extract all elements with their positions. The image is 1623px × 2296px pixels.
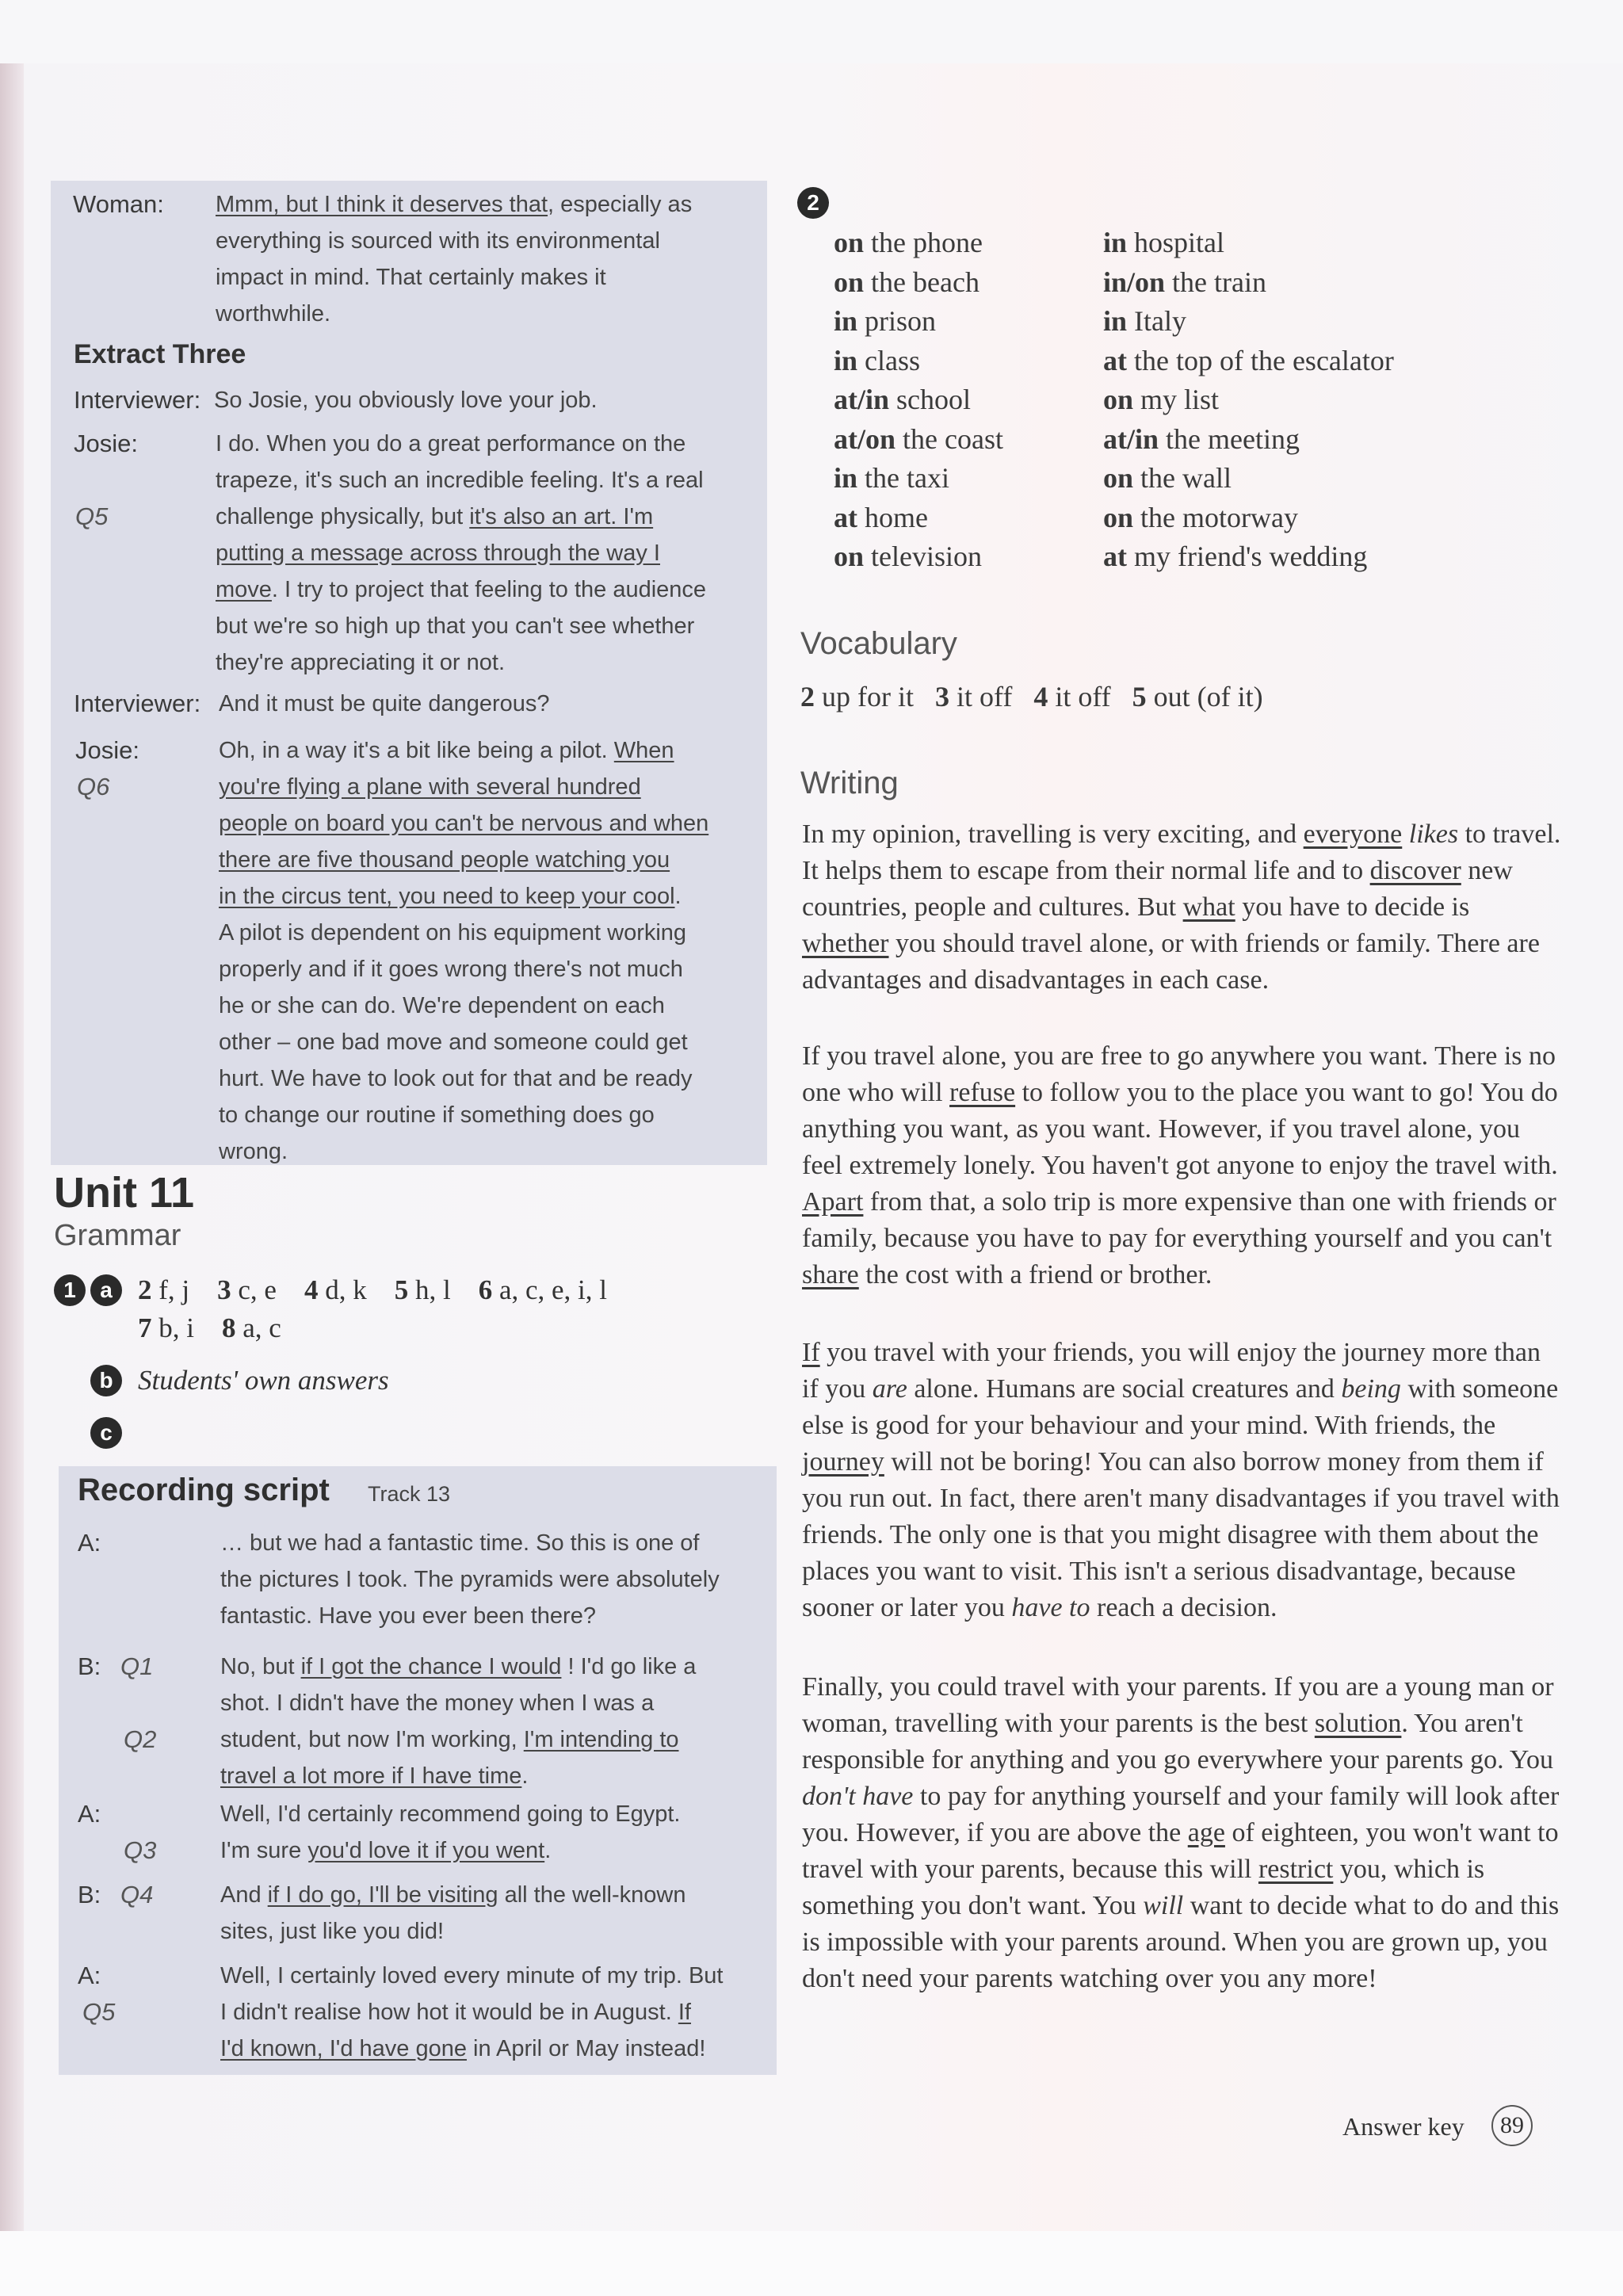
writing-heading: Writing xyxy=(800,766,899,800)
speaker-interviewer-2: Interviewer: xyxy=(74,690,201,717)
speech-line xyxy=(219,1024,688,1060)
answer-text: a, c xyxy=(235,1312,281,1343)
speech-line xyxy=(216,186,692,223)
phrase-text: the meeting xyxy=(1159,422,1300,455)
phrase-text: the coast xyxy=(896,422,1003,455)
italic-word: being xyxy=(1341,1374,1401,1404)
recording-question-label: Q1 xyxy=(120,1652,154,1680)
answer-text: c, e xyxy=(231,1274,304,1305)
underlined-word: whether xyxy=(802,929,889,958)
text-run: . You aren't responsible for anything and you go everywhere your parents go. You xyxy=(802,1709,1554,1775)
text-run: Oh, in a way it's a bit like being a pilot. xyxy=(219,738,614,763)
exercise-1a-answers-row-2 xyxy=(138,1312,281,1344)
phrase-text: my friend's wedding xyxy=(1127,541,1368,572)
text-run: will not be boring! You can also borrow money from them if you run out. In fact, there aren't many disadvantages if you travel with friends. The only one is that you might disagree with them about the places you want to visit. This isn't a serious disadvantage, because sooner or later you xyxy=(802,1447,1560,1622)
speech-line xyxy=(219,1133,288,1170)
preposition: in xyxy=(834,462,858,494)
preposition-phrase xyxy=(834,223,983,262)
recording-line xyxy=(220,1685,654,1721)
preposition: at xyxy=(1103,541,1127,572)
text-run: the pictures I took. The pyramids were absolutely xyxy=(220,1567,720,1592)
answer-text: d, k xyxy=(318,1274,395,1305)
interviewer-2-text: And it must be quite dangerous? xyxy=(219,691,550,716)
answer-item xyxy=(304,1274,395,1305)
essay-paragraph xyxy=(802,1669,1563,1997)
preposition-phrase xyxy=(1103,263,1266,302)
underlined-run: Mmm, but I think it deserves that xyxy=(216,192,548,217)
phrase-text: the motorway xyxy=(1133,501,1298,533)
speech-line xyxy=(219,732,674,769)
preposition-phrase xyxy=(1103,420,1300,459)
answer-number: 3 xyxy=(934,681,949,712)
text-run: shot. I didn't have the money when I was a xyxy=(220,1690,655,1716)
answer-item xyxy=(217,1274,304,1305)
speech-line xyxy=(219,951,683,988)
text-run: to follow you to the place you want to go! You do anything you want, as you want. However, if you travel alone, you feel extremely lonely. You haven't got anyone to enjoy the travel with. xyxy=(802,1078,1558,1180)
text-run: he or she can do. We're dependent on each xyxy=(219,993,665,1018)
recording-line xyxy=(220,1913,444,1950)
text-run: Well, I'd certainly recommend going to Egypt. xyxy=(220,1801,681,1827)
preposition: on xyxy=(834,541,865,572)
underlined-word: refuse xyxy=(949,1078,1016,1107)
answer-item xyxy=(222,1312,281,1343)
preposition: in xyxy=(1103,227,1128,258)
underlined-run: I'd known, I'd have gone xyxy=(220,2036,467,2061)
preposition-phrase xyxy=(834,302,936,341)
text-run: from that, a solo trip is more expensive than one with friends or family, because you have to pay for everything yourself and you can't xyxy=(802,1187,1556,1253)
underlined-word: share xyxy=(802,1260,859,1289)
phrase-text: home xyxy=(857,501,928,533)
recording-line xyxy=(220,1598,596,1634)
recording-question-label: Q3 xyxy=(124,1836,157,1864)
essay-paragraph xyxy=(802,816,1563,999)
phrase-text: the taxi xyxy=(857,462,949,494)
speech-line xyxy=(216,426,685,462)
speech-line xyxy=(219,842,670,878)
underlined-run: you're flying a plane with several hundred xyxy=(219,774,641,800)
speech-line xyxy=(219,1097,655,1133)
speech-line xyxy=(219,988,665,1024)
speech-line xyxy=(219,805,708,842)
text-run: all the well-known xyxy=(498,1882,686,1908)
text-run: … but we had a fantastic time. So this is one of xyxy=(220,1530,700,1556)
answer-item xyxy=(138,1312,222,1343)
underlined-word: age xyxy=(1187,1818,1225,1847)
text-run: to change our routine if something does go xyxy=(219,1102,655,1128)
recording-line xyxy=(220,1525,699,1561)
underlined-run: If xyxy=(678,2000,691,2025)
answer-number: 4 xyxy=(304,1274,319,1305)
preposition: at/in xyxy=(834,384,890,415)
text-run: impact in mind. That certainly makes it xyxy=(216,265,606,290)
speech-line xyxy=(216,608,694,644)
text-run: trapeze, it's such an incredible feeling. It's a real xyxy=(216,468,704,493)
text-run: but we're so high up that you can't see whether xyxy=(216,613,695,639)
answer-item xyxy=(479,1274,607,1305)
text-run: . I try to project that feeling to the audience xyxy=(271,577,707,602)
underlined-run: if I do go, I'll be visiting xyxy=(267,1882,498,1908)
recording-speaker: A: xyxy=(78,1962,101,1989)
preposition: on xyxy=(1103,462,1134,494)
text-run: you travel with your friends, you will enjoy the journey more than if you xyxy=(802,1338,1541,1404)
underlined-run: you'd love it if you went xyxy=(307,1838,545,1863)
underlined-word: everyone xyxy=(1303,819,1403,849)
answer-text: it off xyxy=(1048,681,1132,712)
speech-line xyxy=(216,535,660,571)
answer-number: 8 xyxy=(221,1312,236,1343)
preposition: at/in xyxy=(1103,422,1159,455)
phrase-text: class xyxy=(857,344,921,376)
text-run: they're appreciating it or not. xyxy=(216,650,506,675)
italic-word: will xyxy=(1143,1891,1184,1920)
speech-line xyxy=(216,223,660,259)
answer-number: 2 xyxy=(800,681,815,712)
text-run: want to decide what to do and this is impossible with your parents around. When you are grown up, you don't need your parents watching over you any more! xyxy=(802,1891,1560,1993)
recording-speaker: A: xyxy=(78,1800,101,1828)
text-run: wrong. xyxy=(219,1139,288,1164)
preposition-phrase xyxy=(1103,302,1186,341)
text-run: you should travel alone, or with friends or family. There are advantages and disadvantages in each case. xyxy=(802,929,1540,995)
speaker-josie-1: Josie: xyxy=(74,430,138,457)
underlined-run: there are five thousand people watching you xyxy=(219,847,670,873)
speaker-josie-2: Josie: xyxy=(75,736,139,764)
speech-line xyxy=(216,499,653,535)
underlined-word: what xyxy=(1182,892,1235,922)
underlined-run: travel a lot more if I have time xyxy=(220,1763,522,1789)
text-run: I'm sure xyxy=(220,1838,308,1863)
essay-paragraph xyxy=(802,1038,1563,1293)
underlined-word: discover xyxy=(1369,856,1461,885)
text-run: If you travel alone, you are free to go anywhere you want. There is no one who will xyxy=(802,1041,1556,1107)
speech-line xyxy=(219,878,682,915)
text-run: reach a decision. xyxy=(1090,1593,1277,1622)
preposition: on xyxy=(1103,384,1134,415)
text-run: of eighteen, you won't want to travel with your parents, because this will xyxy=(802,1818,1559,1884)
answer-item xyxy=(138,1274,217,1305)
preposition-phrase xyxy=(834,380,971,419)
phrase-text: the phone xyxy=(864,227,983,258)
vocabulary-answers xyxy=(800,680,1263,713)
answer-item xyxy=(395,1274,479,1305)
underlined-run: move xyxy=(216,577,272,602)
answer-text: h, l xyxy=(408,1274,479,1305)
answer-text: out (of it) xyxy=(1146,681,1263,712)
preposition: on xyxy=(834,266,865,298)
exercise-1b-letter: b xyxy=(90,1365,122,1396)
bottom-strip xyxy=(0,2231,1623,2296)
answer-number: 3 xyxy=(217,1274,231,1305)
text-run: In my opinion, travelling is very exciting, and xyxy=(802,819,1304,849)
phrase-text: the beach xyxy=(864,266,980,298)
underlined-run: if I got the chance I would xyxy=(300,1654,562,1679)
phrase-text: hospital xyxy=(1127,227,1225,258)
recording-line xyxy=(220,1758,528,1794)
speech-line xyxy=(216,571,706,608)
text-run: the cost with a friend or brother. xyxy=(858,1260,1212,1289)
text-run: with someone else is good for your behaviour and your mind. With friends, the xyxy=(802,1374,1559,1440)
underlined-word: solution xyxy=(1314,1709,1402,1738)
exercise-1-number: 1 xyxy=(54,1274,86,1306)
italic-word: likes xyxy=(1402,819,1459,849)
text-run: ! I'd go like a xyxy=(561,1654,697,1679)
phrase-text: school xyxy=(889,384,972,415)
exercise-1a-answers xyxy=(138,1274,607,1306)
text-run: A pilot is dependent on his equipment working xyxy=(219,920,687,946)
question-label-q6: Q6 xyxy=(77,773,110,800)
text-run: . xyxy=(674,884,682,909)
answer-number: 7 xyxy=(138,1312,152,1343)
underlined-run: When xyxy=(613,738,674,763)
preposition-phrase xyxy=(834,263,980,302)
preposition-phrase xyxy=(834,342,920,380)
text-run: hurt. We have to look out for that and be ready xyxy=(219,1066,693,1091)
question-label-q5: Q5 xyxy=(75,502,109,530)
answer-text: it off xyxy=(949,681,1034,712)
text-run: you, which is something you don't want. You xyxy=(802,1855,1485,1920)
phrase-text: the top of the escalator xyxy=(1127,344,1394,376)
preposition-phrase xyxy=(834,420,1003,459)
answer-number: 5 xyxy=(394,1274,409,1305)
answer-number: 5 xyxy=(1132,681,1147,712)
text-run: I didn't realise how hot it would be in August. xyxy=(220,2000,678,2025)
text-run: Finally, you could travel with your parents. If you are a young man or woman, travelling with your parents is the best xyxy=(802,1672,1554,1738)
preposition-phrase xyxy=(1103,537,1367,576)
speech-line xyxy=(219,915,686,951)
preposition: at xyxy=(1103,344,1127,376)
recording-script-heading: Recording script xyxy=(78,1473,330,1507)
preposition-phrase xyxy=(834,459,949,498)
speech-line xyxy=(216,462,704,499)
vocabulary-heading: Vocabulary xyxy=(800,626,957,661)
recording-speaker: B: xyxy=(78,1652,101,1680)
exercise-2-number: 2 xyxy=(797,187,829,219)
underlined-word: restrict xyxy=(1258,1855,1334,1884)
underlined-word: journey xyxy=(802,1447,884,1477)
underlined-run: in the circus tent, you need to keep your cool xyxy=(219,884,675,909)
phrase-text: prison xyxy=(857,305,937,337)
text-run: I do. When you do a great performance on the xyxy=(216,431,686,457)
text-run: alone. Humans are social creatures and xyxy=(907,1374,1342,1404)
answer-number: 2 xyxy=(138,1274,152,1305)
text-run: challenge physically, but xyxy=(216,504,470,529)
recording-line xyxy=(220,1561,720,1598)
answer-text: b, i xyxy=(151,1312,222,1343)
text-run: other – one bad move and someone could get xyxy=(219,1030,688,1055)
preposition: at/on xyxy=(834,422,896,455)
underlined-word: If xyxy=(802,1338,820,1367)
text-run: Well, I certainly loved every minute of my trip. But xyxy=(220,1963,724,1988)
preposition-phrase xyxy=(834,537,982,576)
text-run: No, but xyxy=(220,1654,301,1679)
preposition: on xyxy=(1103,501,1134,533)
underlined-run: I'm intending to xyxy=(523,1727,679,1752)
text-run: in April or May instead! xyxy=(466,2036,706,2061)
recording-line xyxy=(220,1796,680,1832)
recording-line xyxy=(220,1958,723,1994)
recording-question-label: Q5 xyxy=(82,1998,116,2026)
text-run: new countries, people and cultures. But xyxy=(802,856,1513,922)
phrase-text: television xyxy=(864,541,983,572)
recording-question-label: Q4 xyxy=(120,1881,154,1908)
text-run: student, but now I'm working, xyxy=(220,1727,524,1752)
recording-question-label: Q2 xyxy=(124,1725,157,1753)
extract-three-heading: Extract Three xyxy=(74,339,246,369)
preposition: at xyxy=(834,501,857,533)
italic-word: are xyxy=(872,1374,907,1404)
recording-line xyxy=(220,2030,705,2067)
underlined-run: people on board you can't be nervous and when xyxy=(219,811,709,836)
phrase-text: the train xyxy=(1165,266,1266,298)
recording-speaker: B: xyxy=(78,1881,101,1908)
recording-line xyxy=(220,1877,685,1913)
speaker-woman: Woman: xyxy=(73,190,164,218)
speech-line xyxy=(216,644,505,681)
page-number: 89 xyxy=(1491,2105,1533,2146)
page-edge xyxy=(0,63,24,2231)
text-run: . xyxy=(521,1763,529,1789)
answer-text: up for it xyxy=(815,681,935,712)
underlined-run: putting a message across through the way I xyxy=(216,541,660,566)
text-run: to pay for anything yourself and your family will look after you. However, if you are above the xyxy=(802,1782,1560,1847)
exercise-1a-letter: a xyxy=(90,1274,122,1306)
underlined-run: it's also an art. I'm xyxy=(469,504,654,529)
preposition: in xyxy=(834,344,858,376)
answer-number: 4 xyxy=(1033,681,1048,712)
preposition-phrase xyxy=(1103,223,1224,262)
exercise-1c-letter: c xyxy=(90,1417,122,1449)
speaker-interviewer-1: Interviewer: xyxy=(74,386,201,414)
preposition-phrase xyxy=(1103,499,1298,537)
essay-paragraph xyxy=(802,1335,1563,1626)
track-label: Track 13 xyxy=(368,1482,451,1506)
text-run: properly and if it goes wrong there's not much xyxy=(219,957,683,982)
interviewer-1-text: So Josie, you obviously love your job. xyxy=(214,388,598,413)
preposition-phrase xyxy=(1103,459,1232,498)
phrase-text: my list xyxy=(1133,384,1220,415)
text-run: everything is sourced with its environmental xyxy=(216,228,660,254)
text-run: fantastic. Have you ever been there? xyxy=(220,1603,596,1629)
speech-line xyxy=(216,296,330,332)
recording-line xyxy=(220,1994,691,2030)
text-run: . xyxy=(544,1838,552,1863)
unit-subtitle: Grammar xyxy=(54,1219,181,1252)
answer-key-label: Answer key xyxy=(1342,2112,1465,2141)
text-run: to travel. It helps them to escape from their normal life and to xyxy=(802,819,1561,885)
answer-text: a, c, e, i, l xyxy=(492,1274,608,1305)
preposition-phrase xyxy=(1103,380,1219,419)
italic-word: don't have xyxy=(802,1782,914,1811)
text-run: , especially as xyxy=(548,192,693,217)
preposition: in xyxy=(834,305,858,337)
preposition: on xyxy=(834,227,865,258)
recording-speaker: A: xyxy=(78,1529,101,1557)
underlined-word: Apart xyxy=(802,1187,864,1217)
speech-line xyxy=(219,1060,693,1097)
preposition-phrase xyxy=(1103,342,1394,380)
speech-line xyxy=(216,259,606,296)
recording-line xyxy=(220,1832,551,1869)
exercise-1b-answer: Students' own answers xyxy=(138,1365,389,1396)
answer-number: 6 xyxy=(478,1274,493,1305)
answer-text: f, j xyxy=(151,1274,218,1305)
text-run: you have to decide is xyxy=(1235,892,1470,922)
recording-line xyxy=(220,1648,696,1685)
phrase-text: Italy xyxy=(1127,305,1187,337)
preposition: in xyxy=(1103,305,1128,337)
recording-line xyxy=(220,1721,679,1758)
text-run: And xyxy=(220,1882,268,1908)
italic-word: have to xyxy=(1011,1593,1090,1622)
text-run: sites, just like you did! xyxy=(220,1919,445,1944)
phrase-text: the wall xyxy=(1133,462,1232,494)
preposition-phrase xyxy=(834,499,928,537)
speech-line xyxy=(219,769,641,805)
unit-title: Unit 11 xyxy=(54,1169,195,1217)
preposition: in/on xyxy=(1103,266,1166,298)
text-run: worthwhile. xyxy=(216,301,331,327)
